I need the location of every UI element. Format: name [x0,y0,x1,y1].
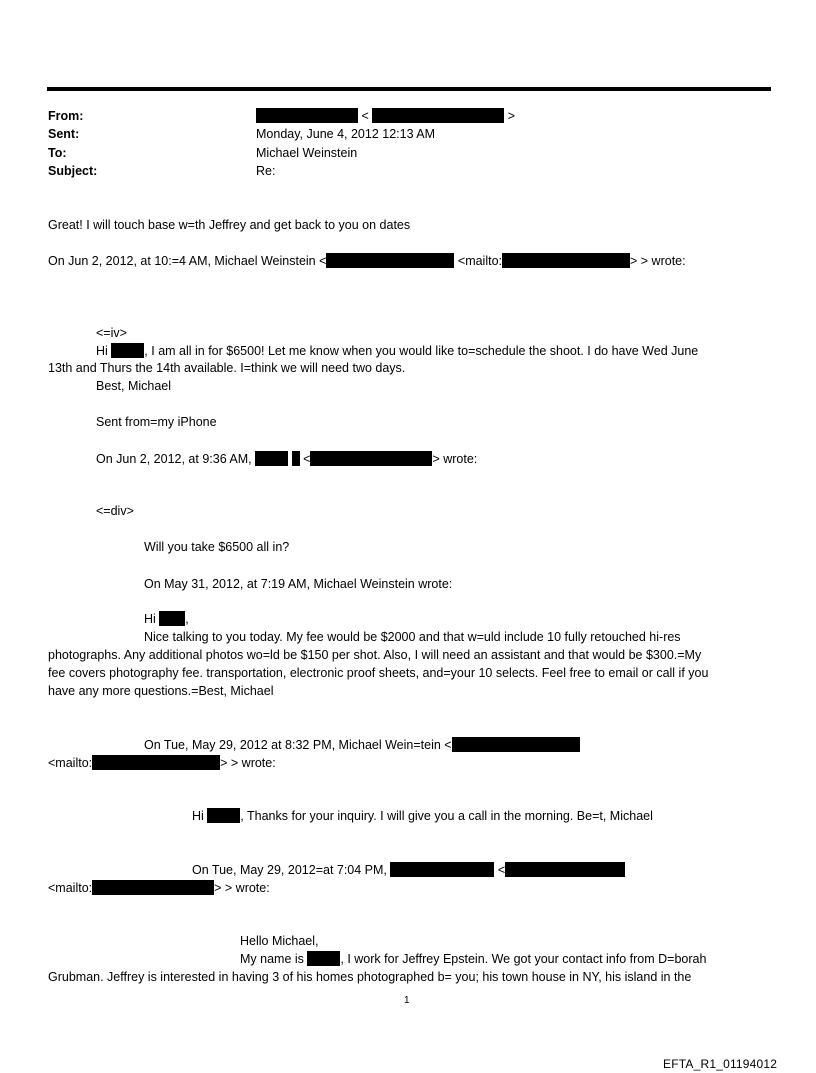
body-line: Sent from=my iPhone [96,415,217,429]
header-rule [47,87,771,91]
redaction [390,862,494,877]
redaction [292,451,300,466]
redaction [502,253,630,268]
body-line: <=iv> [96,326,127,340]
body-line: <mailto: > > wrote: [48,881,270,895]
body-line: My name is , I work for Jeffrey Epstein. We got your contact info from D=borah [240,952,707,966]
body-line: photographs. Any additional photos wo=ld be $150 per shot. Also, I will need an assistant and that would be $300.=My [48,648,702,662]
quote-header: On May 31, 2012, at 7:19 AM, Michael Weinstein wrote: [144,577,453,591]
redaction [452,737,580,752]
from-label: From: [48,109,84,123]
redaction [92,755,220,770]
body-line: Grubman. Jeffrey is interested in having 3 of his homes photographed b= you; his town house in NY, his island in the [48,970,692,984]
redaction [326,253,454,268]
redaction [307,951,340,966]
body-line: Nice talking to you today. My fee would be $2000 and that w=uld include 10 fully retouched hi-res [144,630,681,644]
sent-value: Monday, June 4, 2012 12:13 AM [256,127,436,141]
from-value: < > [256,108,515,124]
body-line: 13th and Thurs the 14th available. I=think we will need two days. [48,361,406,375]
redaction [159,611,185,626]
body-line: Great! I will touch base w=th Jeffrey and get back to you on dates [48,218,411,232]
page-number: 1 [404,995,410,1006]
to-label: To: [48,146,67,160]
body-line: Hi , [144,612,189,626]
body-line: <mailto: > > wrote: [48,756,276,770]
redaction [256,108,358,123]
body-line: <=div> [96,504,134,518]
redaction [207,808,240,823]
to-value: Michael Weinstein [256,146,358,160]
sent-label: Sent: [48,127,80,141]
body-line: fee covers photography fee. transportation, electronic proof sheets, and=your 10 selects. Feel free to email or call if you [48,666,709,680]
quote-header: On Tue, May 29, 2012=at 7:04 PM, < [192,862,625,878]
body-line: have any more questions.=Best, Michael [48,684,274,698]
quote-header: On Jun 2, 2012, at 9:36 AM, < > wrote: [96,452,478,466]
body-line: Will you take $6500 all in? [144,540,290,554]
subject-value: Re: [256,164,276,178]
redaction [372,108,504,123]
quote-header: On Jun 2, 2012, at 10:=4 AM, Michael Weinstein < <mailto: > > wrote: [48,254,686,268]
subject-label: Subject: [48,164,98,178]
redaction [505,862,625,877]
body-line: Best, Michael [96,379,172,393]
body-line: Hi , Thanks for your inquiry. I will give you a call in the morning. Be=t, Michael [192,809,653,823]
quote-header: On Tue, May 29, 2012 at 8:32 PM, Michael Wein=tein < [144,737,580,753]
redaction [310,451,432,466]
body-line: Hello Michael, [240,934,319,948]
body-line: Hi , I am all in for $6500! Let me know when you would like to=schedule the shoot. I do have Wed June [96,344,699,358]
redaction [111,343,144,358]
redaction [92,880,214,895]
redaction [255,451,288,466]
document-id: EFTA_R1_01194012 [663,1057,778,1071]
